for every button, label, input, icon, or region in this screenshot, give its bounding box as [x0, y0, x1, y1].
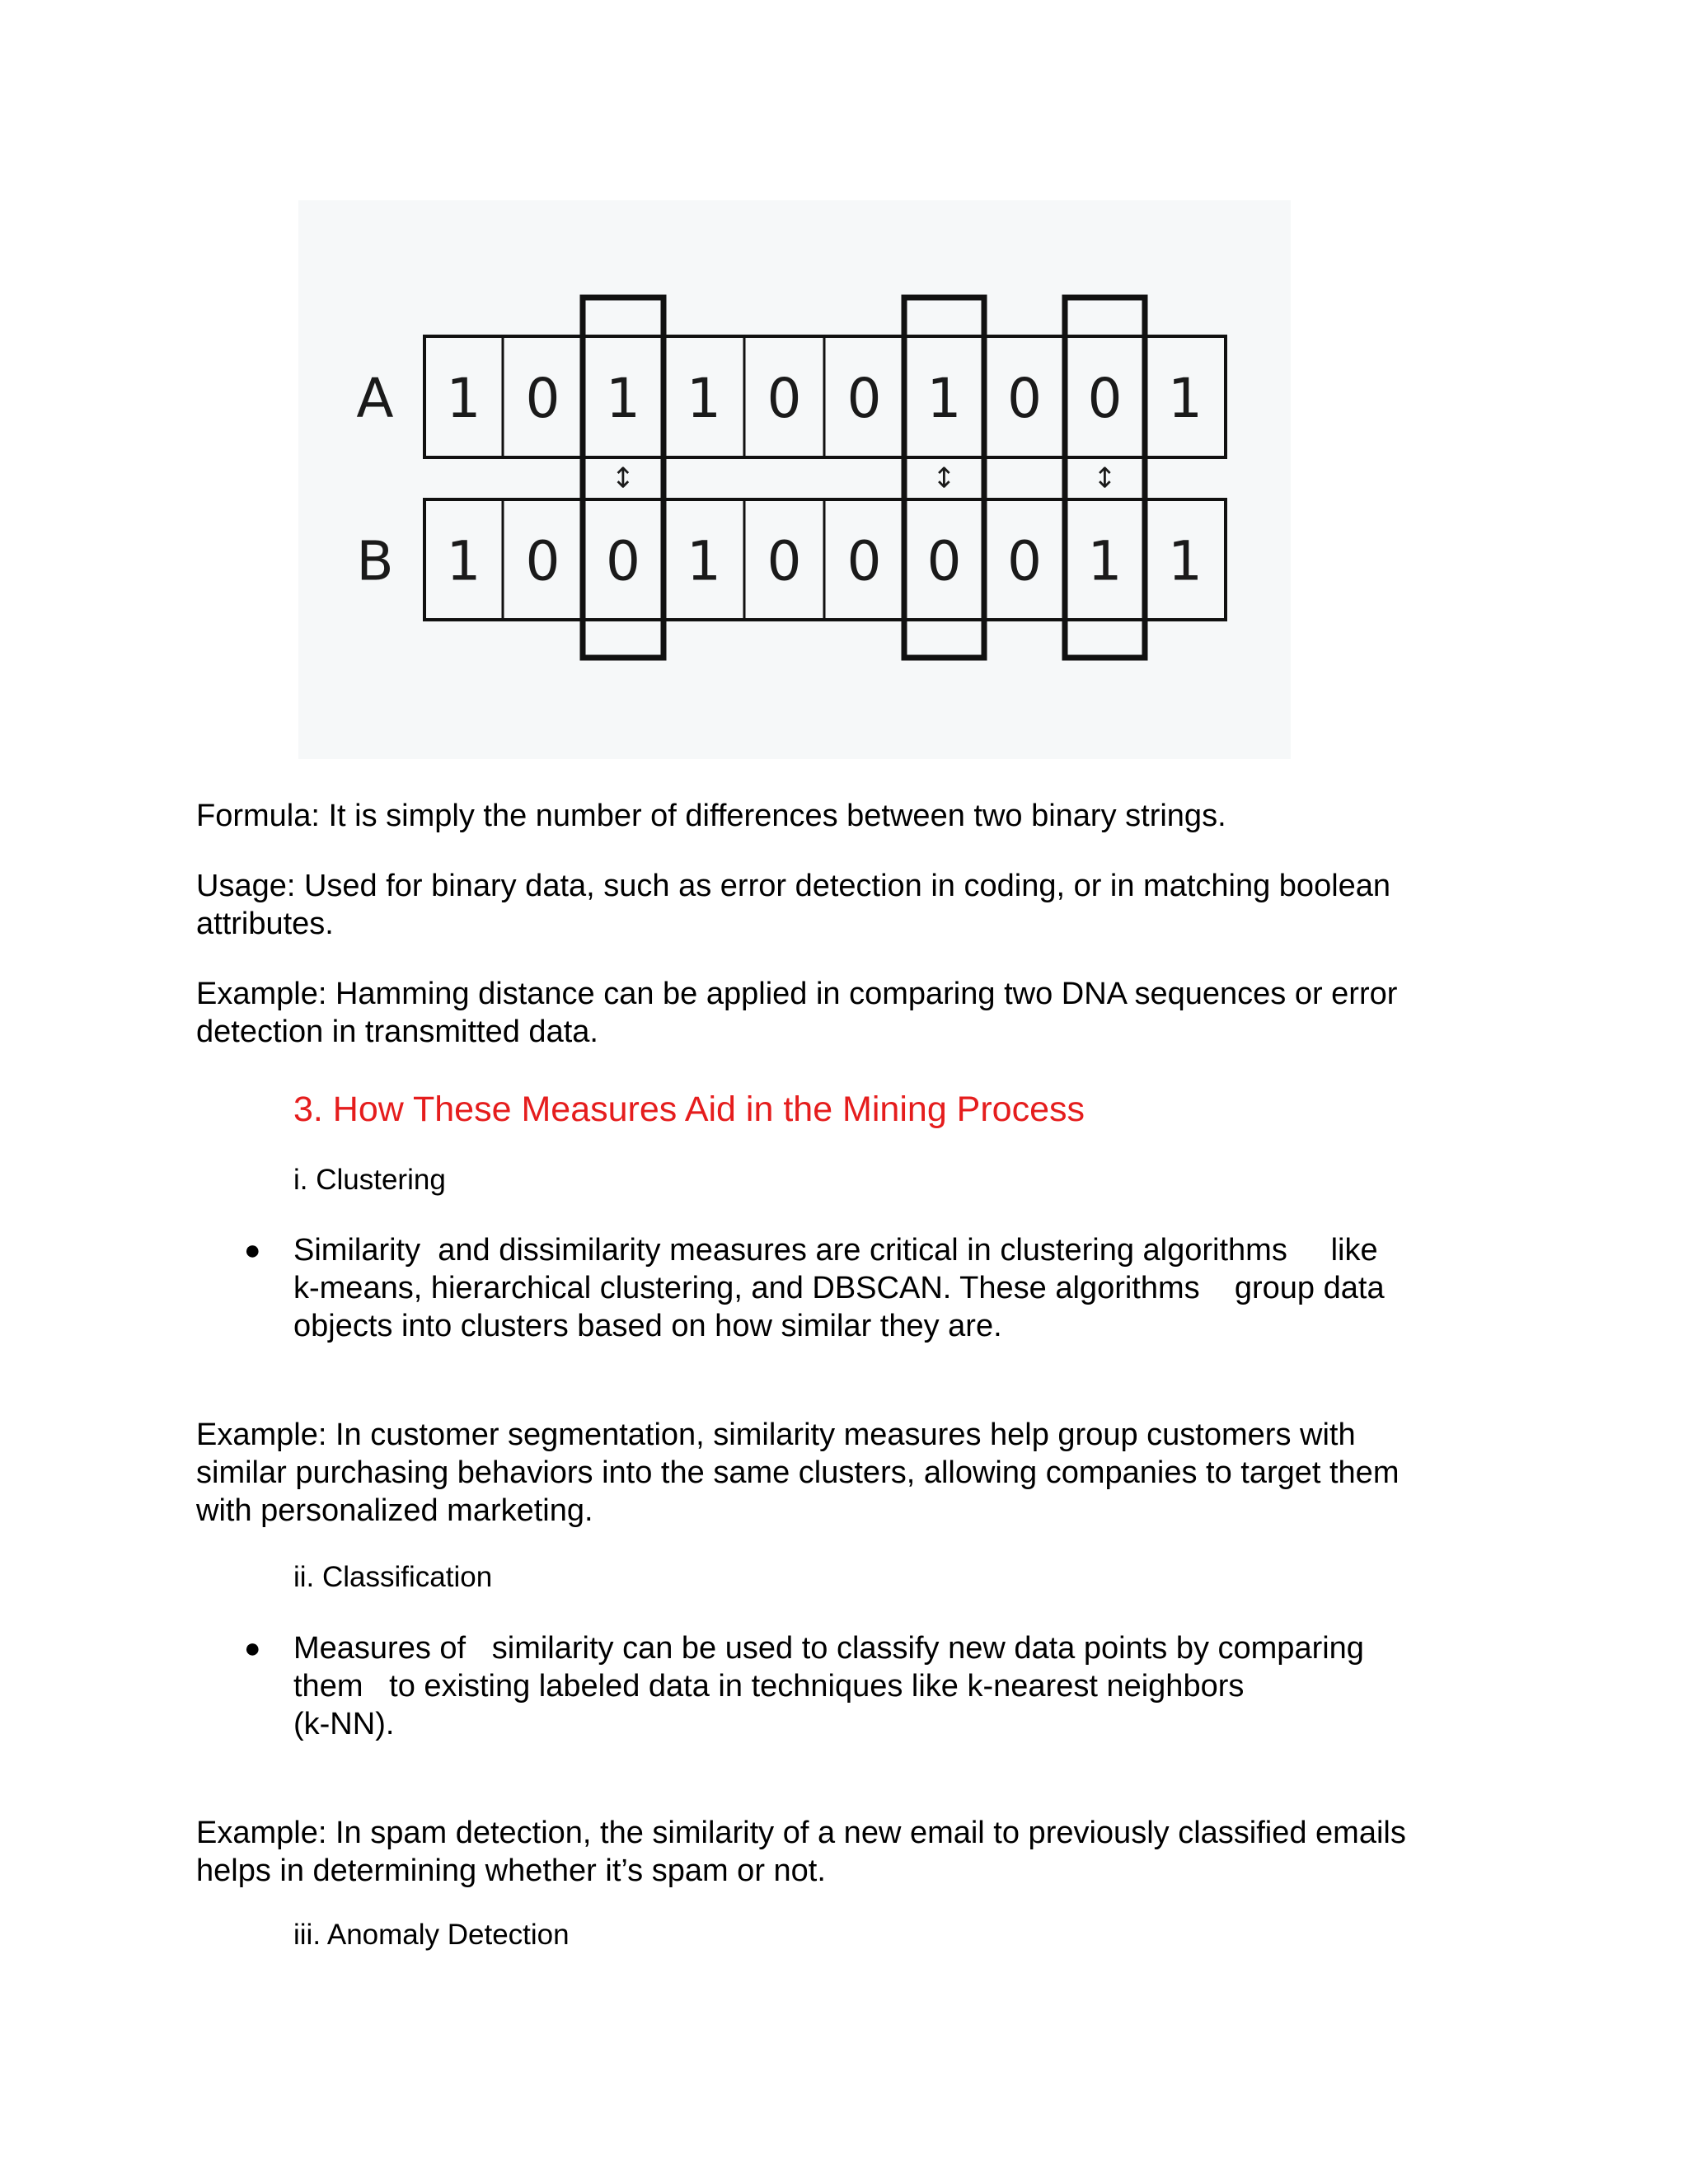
hamming-distance-figure — [298, 200, 1291, 759]
row-a-bit: 0 — [525, 367, 560, 430]
difference-arrow-icon: ↕ — [1093, 462, 1117, 495]
clustering-bullet-icon: ● — [244, 1235, 261, 1266]
row-a-label: A — [356, 367, 394, 430]
difference-arrow-icon: ↕ — [932, 462, 956, 495]
row-b-bit: 1 — [1087, 529, 1123, 593]
row-a-bit: 0 — [846, 367, 882, 430]
formula-paragraph — [196, 797, 1498, 835]
row-b-bit: 0 — [926, 529, 962, 593]
row-a-bit: 0 — [1007, 367, 1042, 430]
hamming-example-line-2: detection in transmitted data. — [196, 1015, 598, 1049]
row-b-bit: 0 — [606, 529, 640, 593]
clustering-bullet-line-1: Similarity and dissimilarity measures are critical in clustering algorithms like — [293, 1233, 1378, 1268]
clustering-example-line-3: with personalized marketing. — [196, 1493, 593, 1528]
anomaly-subheading: iii. Anomaly Detection — [293, 1919, 570, 1951]
section-heading: 3. How These Measures Aid in the Mining Process — [293, 1090, 1085, 1129]
classification-bullet-text — [293, 1629, 1364, 1743]
row-b-bit: 1 — [1168, 529, 1203, 593]
row-a-bit: 0 — [767, 367, 802, 430]
clustering-example-line-2: similar purchasing behaviors into the same clusters, allowing companies to target them — [196, 1455, 1400, 1490]
clustering-example-paragraph — [196, 1416, 1498, 1530]
classification-bullet-icon: ● — [244, 1633, 261, 1664]
hamming-example-line-1: Example: Hamming distance can be applied in comparing two DNA sequences or error — [196, 977, 1398, 1011]
row-a-bit: 0 — [1087, 367, 1123, 430]
clustering-example-line-1: Example: In customer segmentation, similarity measures help group customers with — [196, 1418, 1356, 1452]
hamming-example-paragraph — [196, 975, 1498, 1051]
row-a-bit: 1 — [687, 367, 721, 430]
row-a-bit: 1 — [926, 367, 962, 430]
classification-example-line-1: Example: In spam detection, the similarity of a new email to previously classified emails — [196, 1816, 1406, 1850]
classification-bullet-line-1: Measures of similarity can be used to classify new data points by comparing — [293, 1631, 1364, 1666]
usage-paragraph — [196, 867, 1498, 943]
usage-line-1: Usage: Used for binary data, such as error detection in coding, or in matching boolean — [196, 869, 1391, 903]
clustering-bullet-text — [293, 1231, 1385, 1345]
usage-line-2: attributes. — [196, 907, 334, 941]
classification-bullet-line-3: (k-NN). — [293, 1707, 395, 1741]
classification-example-paragraph — [196, 1814, 1498, 1890]
row-b-bit: 0 — [525, 529, 560, 593]
hamming-diagram — [298, 200, 1291, 759]
clustering-subheading: i. Clustering — [293, 1164, 446, 1196]
row-b-bit: 0 — [1007, 529, 1042, 593]
classification-example-line-2: helps in determining whether it’s spam or not. — [196, 1854, 826, 1888]
formula-text: Formula: It is simply the number of differences between two binary strings. — [196, 799, 1226, 833]
difference-arrow-icon: ↕ — [611, 462, 635, 495]
row-a-bit: 1 — [1168, 367, 1203, 430]
row-a-bit: 1 — [446, 367, 481, 430]
row-b-bit: 1 — [687, 529, 721, 593]
classification-subheading: ii. Classification — [293, 1561, 493, 1593]
row-b-bit: 0 — [767, 529, 802, 593]
classification-bullet-line-2: them to existing labeled data in techniques like k-nearest neighbors — [293, 1669, 1245, 1704]
row-b-bit: 0 — [846, 529, 882, 593]
row-a-bit: 1 — [606, 367, 640, 430]
row-b-bit: 1 — [446, 529, 481, 593]
clustering-bullet-line-3: objects into clusters based on how similar they are. — [293, 1309, 1002, 1343]
row-b-label: B — [356, 529, 394, 593]
clustering-bullet-line-2: k-means, hierarchical clustering, and DBSCAN. These algorithms group data — [293, 1271, 1385, 1305]
